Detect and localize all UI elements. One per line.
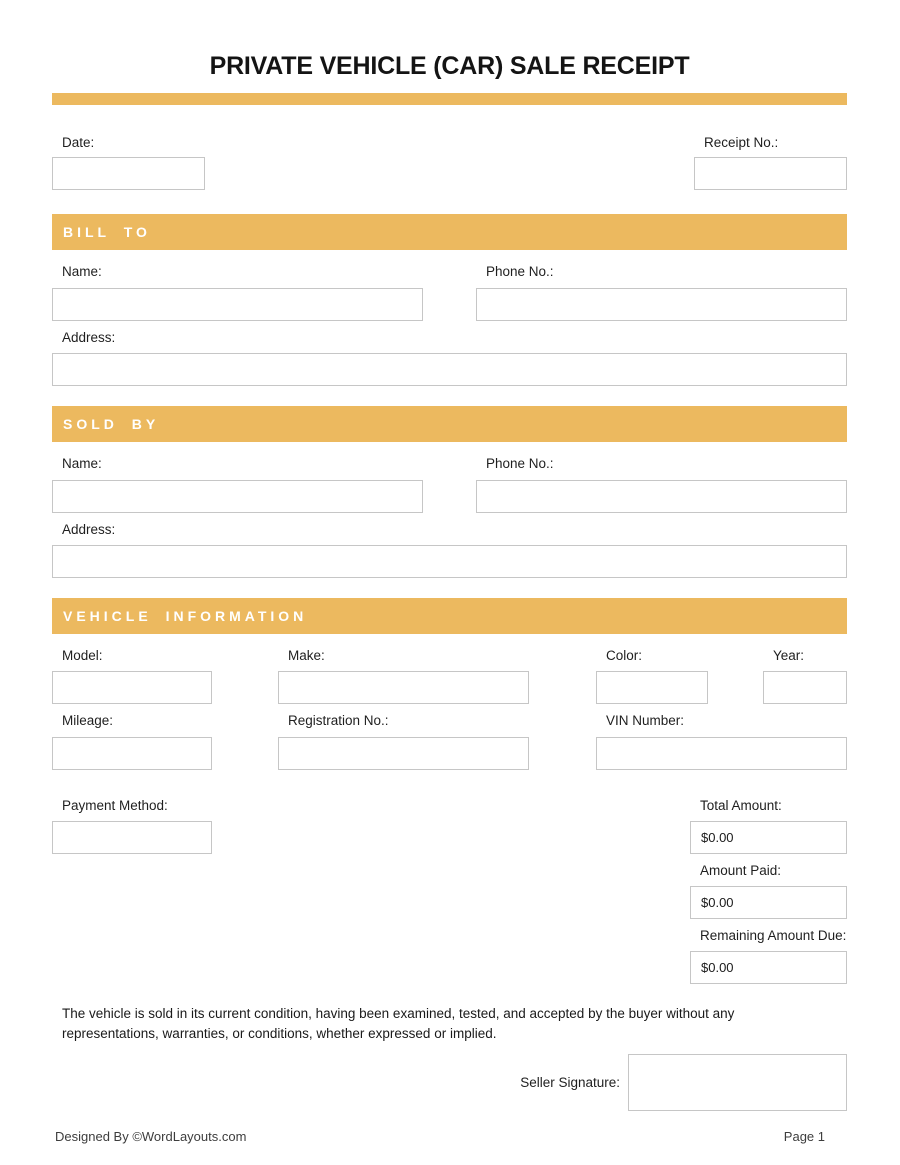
bill-to-name-label: Name: [62,264,102,279]
date-label: Date: [62,135,95,150]
make-group [278,647,529,704]
mileage-label: Mileage: [62,713,114,728]
seller-signature-box[interactable] [628,1054,847,1111]
remaining-amount-due-input[interactable] [690,951,847,984]
sold-by-phone-input[interactable] [476,480,847,513]
page-title: PRIVATE VEHICLE (CAR) SALE RECEIPT [209,52,690,80]
bill-to-section-header: BILL TO [52,214,847,250]
model-input[interactable] [52,671,212,704]
designed-by-credit: Designed By ©WordLayouts.com [55,1129,247,1144]
receipt-no-input[interactable] [694,157,847,190]
payment-section [52,797,847,984]
mileage-group [52,712,212,770]
amount-paid-input[interactable] [690,886,847,919]
sold-by-name-input[interactable] [52,480,423,513]
amount-paid-label: Amount Paid: [700,863,782,878]
condition-disclaimer-text: The vehicle is sold in its current condition, having been examined, tested, and accepted by the buyer without any representations, warranties, or conditions, whether expressed or implied. [62,1006,735,1041]
bill-to-address-input[interactable] [52,353,847,386]
payment-method-input[interactable] [52,821,212,854]
seller-signature-label: Seller Signature: [520,1074,620,1090]
vin-number-group [596,712,847,770]
bill-to-phone-label: Phone No.: [486,264,554,279]
total-amount-label: Total Amount: [700,798,782,813]
page-footer [52,1129,847,1144]
registration-no-group [278,712,529,770]
receipt-no-label: Receipt No.: [704,135,779,150]
bill-to-name-phone-row [52,263,847,321]
sold-by-name-label: Name: [62,456,102,471]
mileage-input[interactable] [52,737,212,770]
make-input[interactable] [278,671,529,704]
bill-to-address-group [52,329,847,386]
color-input[interactable] [596,671,708,704]
sold-by-phone-group [476,455,847,513]
sold-by-name-group [52,455,423,513]
color-label: Color: [606,648,643,663]
registration-no-input[interactable] [278,737,529,770]
sold-by-address-input[interactable] [52,545,847,578]
sold-by-name-phone-row [52,455,847,513]
date-input[interactable] [52,157,205,190]
year-group [763,647,847,704]
vin-number-input[interactable] [596,737,847,770]
page-number: Page 1 [783,1129,825,1144]
model-group [52,647,212,704]
sold-by-address-group [52,521,847,578]
payment-method-label: Payment Method: [62,798,168,813]
date-field-group [52,134,205,190]
sold-by-phone-label: Phone No.: [486,456,554,471]
make-label: Make: [288,648,325,663]
receipt-no-field-group [694,134,847,190]
registration-no-label: Registration No.: [288,713,389,728]
bill-to-name-input[interactable] [52,288,423,321]
seller-signature-row [52,1054,847,1111]
title-accent-bar [52,93,847,105]
bill-to-phone-input[interactable] [476,288,847,321]
header-fields-row [52,134,847,190]
model-label: Model: [62,648,103,663]
vin-number-label: VIN Number: [606,713,685,728]
vehicle-info-row-2 [52,712,847,770]
vehicle-info-row-1 [52,647,847,704]
total-amount-input[interactable] [690,821,847,854]
payment-method-group [52,797,212,984]
bill-to-address-label: Address: [62,330,116,345]
color-group [596,647,708,704]
sold-by-address-label: Address: [62,522,116,537]
bill-to-name-group [52,263,423,321]
year-label: Year: [773,648,805,663]
amounts-column [690,797,847,984]
remaining-amount-due-label: Remaining Amount Due: [700,928,847,943]
sold-by-section-header: SOLD BY [52,406,847,442]
vehicle-information-section-header: VEHICLE INFORMATION [52,598,847,634]
bill-to-phone-group [476,263,847,321]
year-input[interactable] [763,671,847,704]
